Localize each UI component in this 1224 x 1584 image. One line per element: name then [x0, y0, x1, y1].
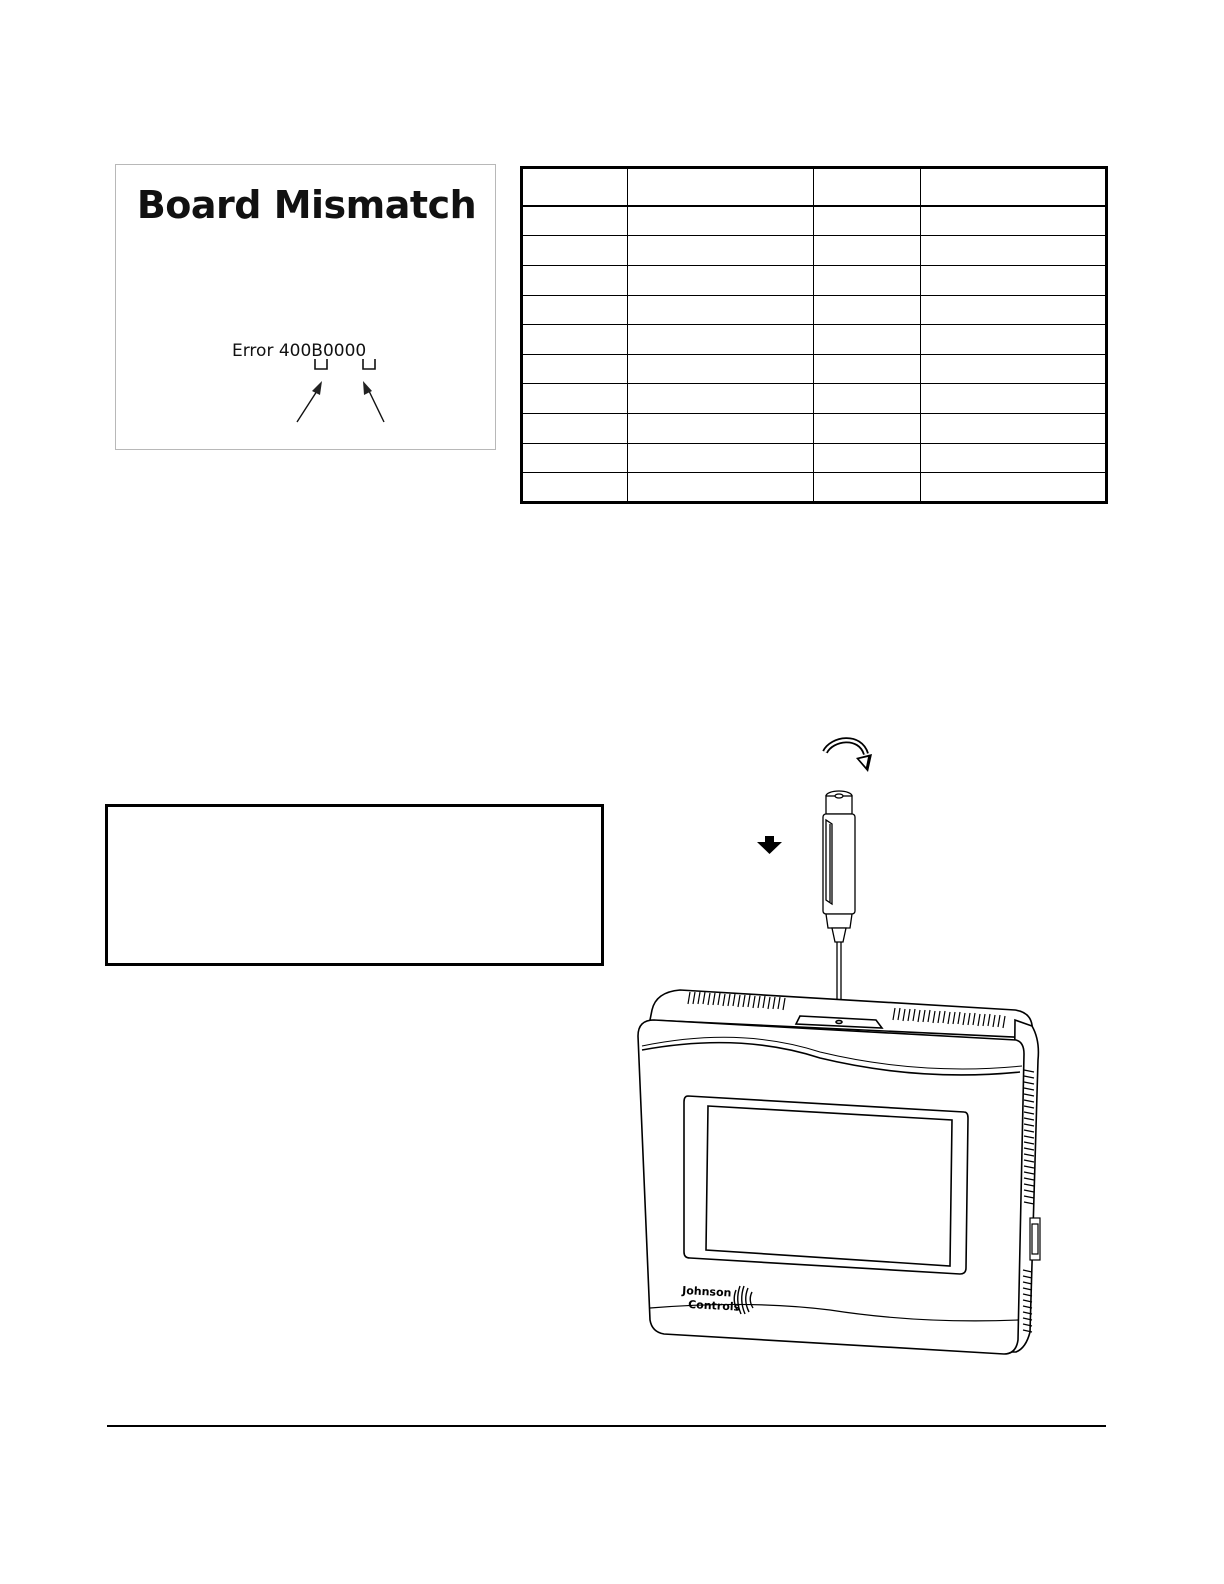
table-cell	[628, 266, 814, 296]
table-cell	[522, 266, 628, 296]
table-row	[522, 473, 1107, 503]
table-cell	[814, 325, 921, 355]
table-cell	[628, 206, 814, 236]
side-connector-icon	[1030, 1218, 1040, 1260]
table-cell	[522, 473, 628, 503]
table-cell	[921, 236, 1107, 266]
table-cell	[921, 266, 1107, 296]
table-row	[522, 266, 1107, 296]
table-cell	[522, 295, 628, 325]
table-cell	[921, 354, 1107, 384]
table-header-cell	[522, 168, 628, 207]
board-mismatch-screen-figure	[115, 164, 496, 450]
table-cell	[814, 236, 921, 266]
table-cell	[921, 206, 1107, 236]
table-cell	[628, 236, 814, 266]
table-cell	[522, 206, 628, 236]
table-header-row	[522, 168, 1107, 207]
digit-bracket-right	[363, 359, 375, 369]
table-cell	[628, 443, 814, 473]
brand-line1: Johnson	[681, 1284, 732, 1300]
callout-arrow-right-icon	[363, 381, 384, 422]
table-cell	[814, 443, 921, 473]
callout-arrow-left-icon	[297, 381, 322, 422]
table-cell	[814, 473, 921, 503]
table-header-cell	[921, 168, 1107, 207]
table-cell	[628, 414, 814, 444]
pen-tool-icon	[823, 791, 855, 1022]
table-cell	[814, 354, 921, 384]
device-reset-illustration	[620, 720, 1060, 1370]
table-cell	[522, 236, 628, 266]
table-cell	[814, 295, 921, 325]
rotate-arrow-icon	[825, 740, 872, 772]
table-cell	[921, 473, 1107, 503]
table-cell	[522, 414, 628, 444]
table-cell	[814, 384, 921, 414]
table-header-cell	[628, 168, 814, 207]
table-cell	[522, 325, 628, 355]
table-cell	[628, 295, 814, 325]
table-row	[522, 414, 1107, 444]
table-cell	[628, 473, 814, 503]
table-cell	[921, 295, 1107, 325]
table-header-cell	[814, 168, 921, 207]
table-row	[522, 206, 1107, 236]
table-cell	[921, 384, 1107, 414]
table-cell	[814, 266, 921, 296]
table-row	[522, 443, 1107, 473]
table-cell	[814, 414, 921, 444]
screen-error-code: Error 400B0000	[232, 341, 367, 361]
table-row	[522, 236, 1107, 266]
table-cell	[921, 414, 1107, 444]
table-cell	[628, 325, 814, 355]
table-cell	[921, 443, 1107, 473]
note-box	[105, 804, 604, 966]
table-cell	[522, 443, 628, 473]
table-row	[522, 384, 1107, 414]
press-down-arrow-icon	[757, 836, 782, 854]
table-cell	[628, 384, 814, 414]
table-row	[522, 325, 1107, 355]
table-cell	[522, 354, 628, 384]
table-cell	[921, 325, 1107, 355]
blank-grid-table	[520, 166, 1108, 504]
screen-title: Board Mismatch	[136, 183, 477, 227]
brand-line2: Controls	[687, 1298, 741, 1314]
footer-rule	[107, 1425, 1106, 1427]
table-cell	[628, 354, 814, 384]
digit-bracket-left	[315, 359, 327, 369]
table-cell	[814, 206, 921, 236]
table-row	[522, 354, 1107, 384]
table-cell	[522, 384, 628, 414]
error-digit-callout-graphic	[116, 165, 497, 451]
table-row	[522, 295, 1107, 325]
